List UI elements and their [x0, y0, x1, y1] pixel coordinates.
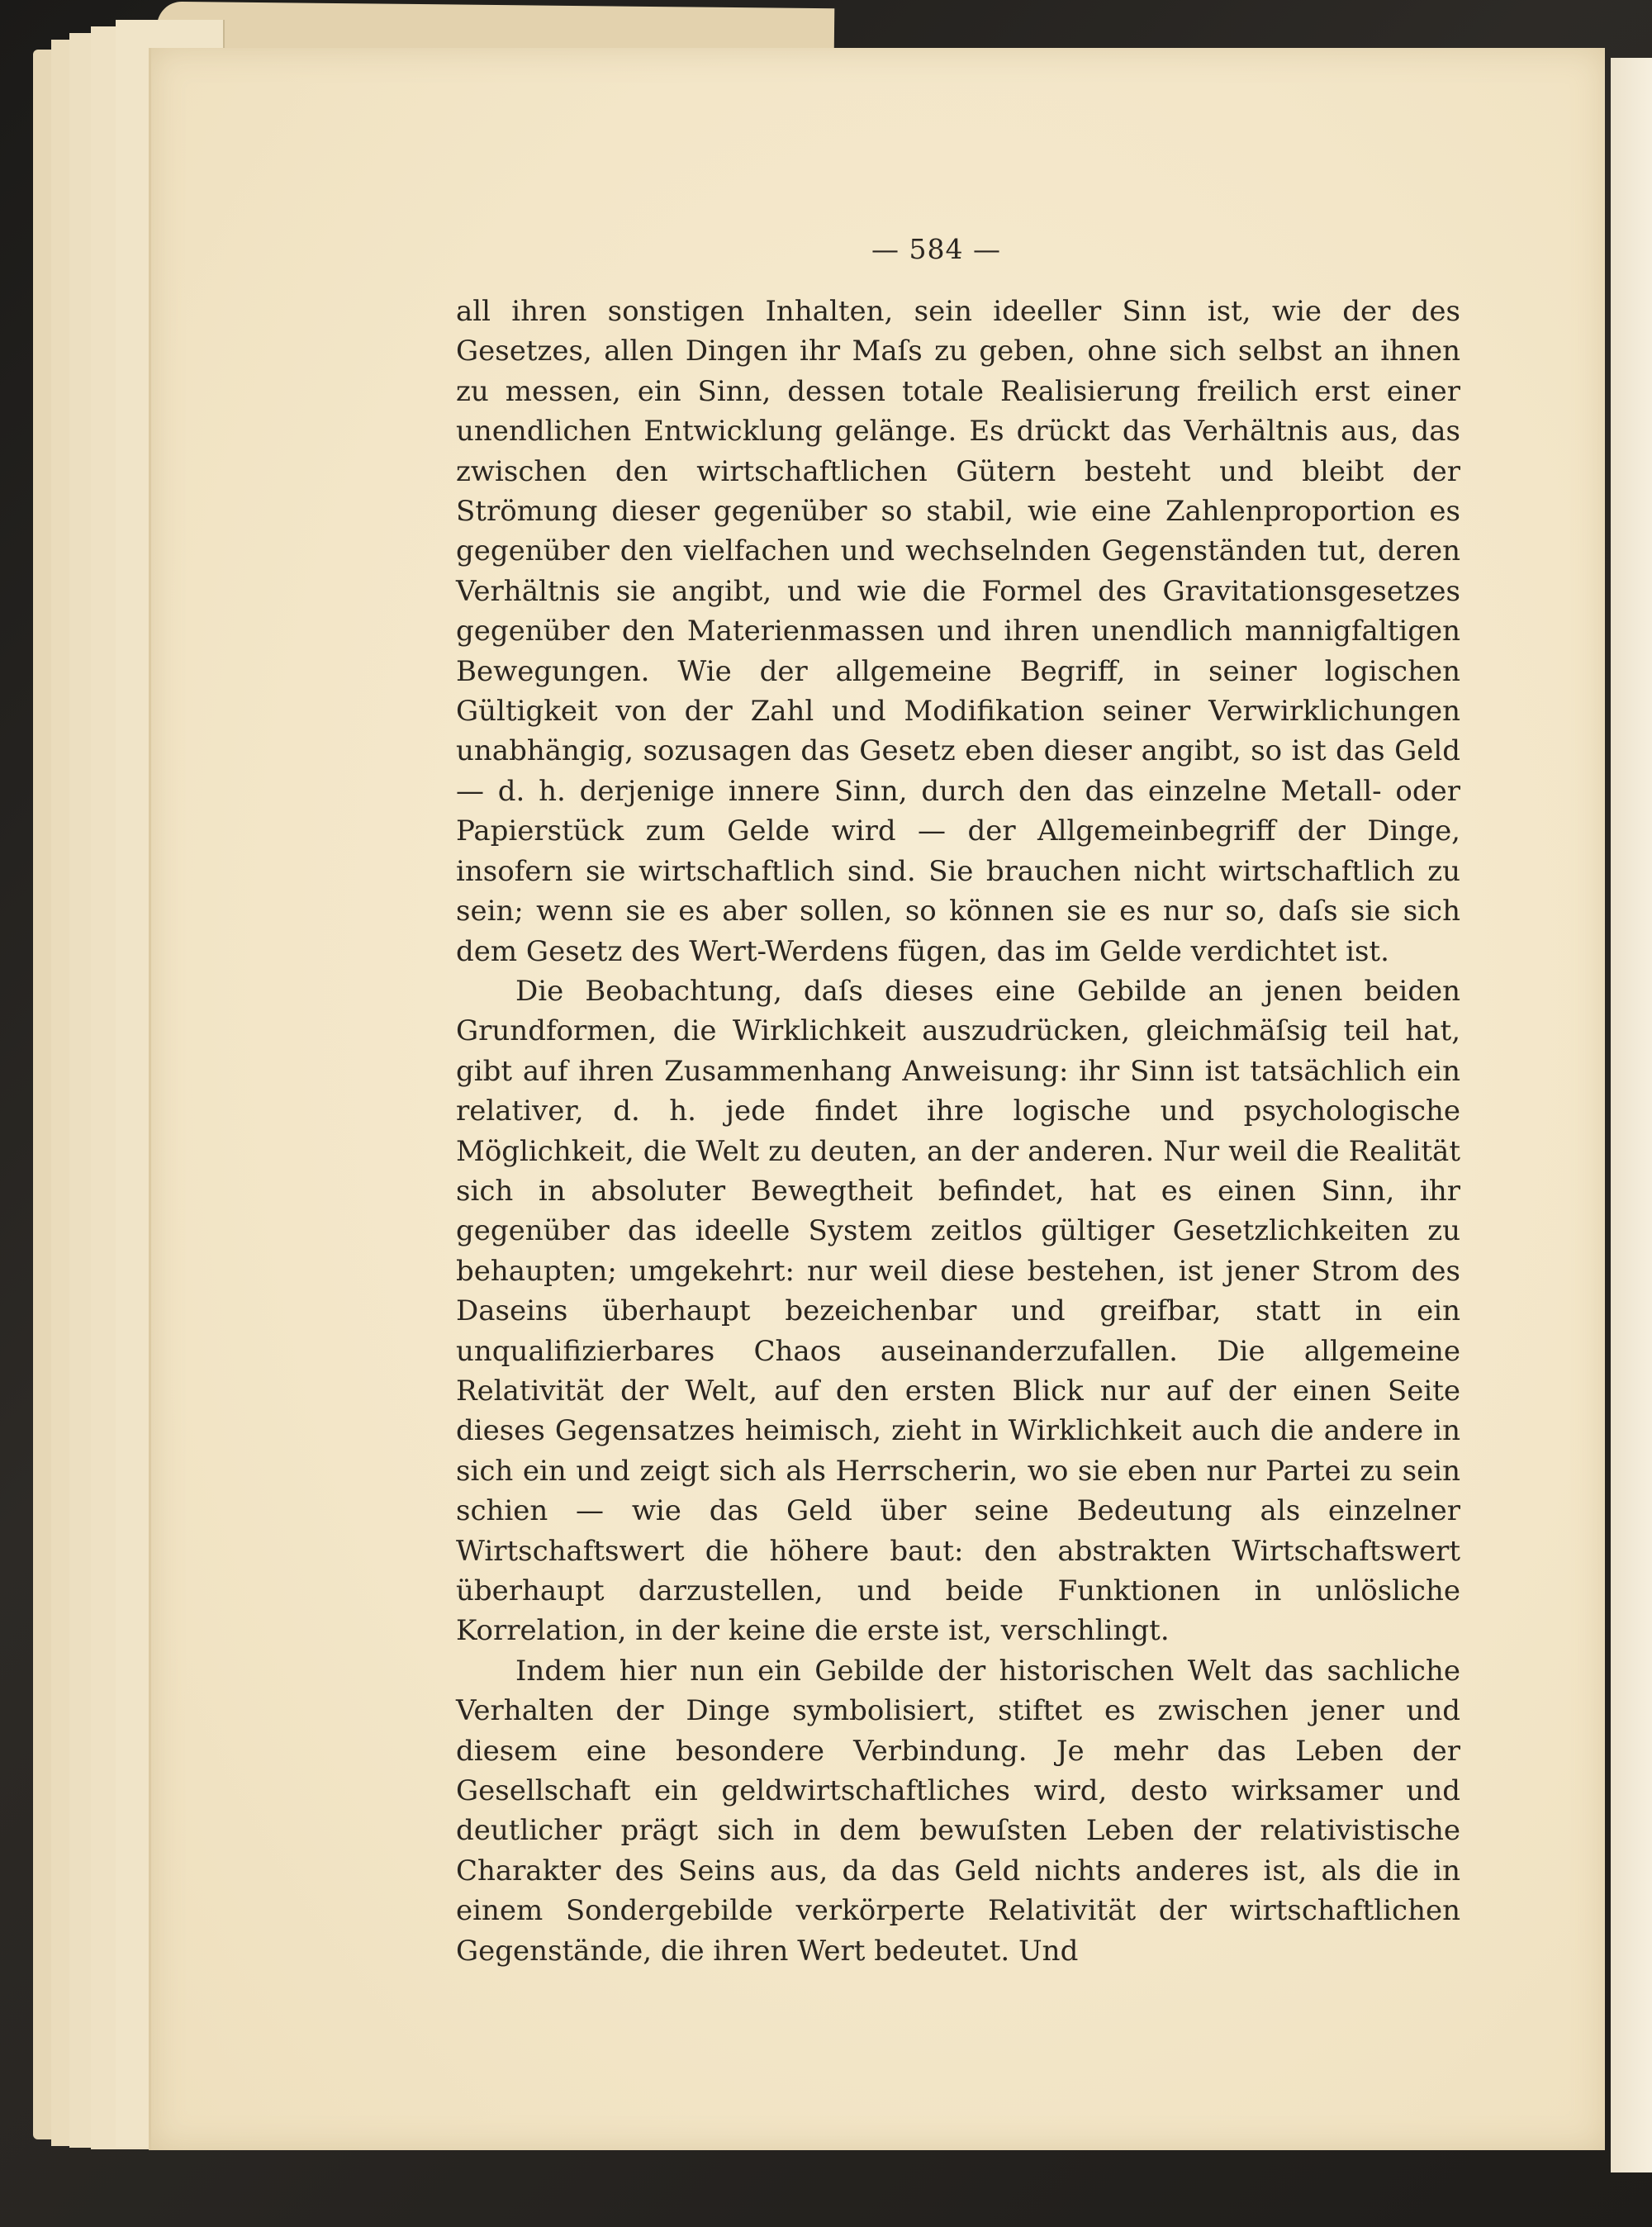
paragraph: Die Beobachtung, daſs dieses eine Gebilde an jenen beiden Grundformen, die Wirklichkeit auszudrücken, gleichmäſsig teil hat, gibt auf ihren Zusammenhang Anweisung: ihr Sinn ist tatsächlich ein relativer, d. h. jede findet ihre logische und psychologische Möglichkeit, die Welt zu deuten, an der anderen. Nur weil die Realität sich in absoluter Bewegtheit befindet, hat es einen Sinn, ihr gegenüber das ideelle System zeitlos gültiger Gesetzlichkeiten zu behaupten; umgekehrt: nur weil diese bestehen, ist jener Strom des Daseins überhaupt bezeichenbar und greifbar, statt in ein unqualifizierbares Chaos auseinanderzufallen. Die allgemeine Relativität der Welt, auf den ersten Blick nur auf der einen Seite dieses Gegensatzes heimisch, zieht in Wirklichkeit auch die andere in sich ein und zeigt sich als Herrscherin, wo sie eben nur Partei zu sein schien — wie das Geld über seine Bedeutung als einzelner Wirtschaftswert die höhere baut: den abstrakten Wirtschaftswert überhaupt darzustellen, und beide Funktionen in unlösliche Korrelation, in der keine die erste ist, verschlingt.: [456, 974, 1460, 1648]
page-number: — 584 —: [871, 233, 1001, 265]
body-text: [456, 292, 1460, 1971]
paragraph: all ihren sonstigen Inhalten, sein ideeller Sinn ist, wie der des Gesetzes, allen Dingen ihr Maſs zu geben, ohne sich selbst an ihnen zu messen, ein Sinn, dessen totale Realisierung freilich erst einer unendlichen Entwicklung gelänge. Es drückt das Verhältnis aus, das zwischen den wirtschaftlichen Gütern besteht und bleibt der Strömung dieser gegenüber so stabil, wie eine Zahlenproportion es gegenüber den vielfachen und wechselnden Gegenständen tut, deren Verhältnis sie angibt, und wie die Formel des Gravitationsgesetzes gegenüber den Materienmassen und ihren unendlich mannigfaltigen Bewegungen. Wie der allgemeine Begriff, in seiner logischen Gültigkeit von der Zahl und Modifikation seiner Verwirklichungen unabhängig, sozusagen das Gesetz eben dieser angibt, so ist das Geld — d. h. derjenige innere Sinn, durch den das einzelne Metall- oder Papierstück zum Gelde wird — der Allgemeinbegriff der Dinge, insofern sie wirtschaftlich sind. Sie brauchen nicht wirtschaftlich zu sein; wenn sie es aber sollen, so können sie es nur so, daſs sie sich dem Gesetz des Wert-Werdens fügen, das im Gelde verdichtet ist.: [456, 295, 1460, 968]
paragraph: Indem hier nun ein Gebilde der historischen Welt das sachliche Verhalten der Dinge symbolisiert, stiftet es zwischen jener und diesem eine besondere Verbindung. Je mehr das Leben der Gesellschaft ein geldwirtschaftliches wird, desto wirksamer und deutlicher prägt sich in dem bewuſsten Leben der relativistische Charakter des Seins aus, da das Geld nichts anderes ist, als die in einem Sondergebilde verkörperte Relativität der wirtschaftlichen Gegenstände, die ihren Wert bedeutet. Und: [456, 1654, 1460, 1968]
adjacent-page-edge: [1611, 58, 1652, 2172]
